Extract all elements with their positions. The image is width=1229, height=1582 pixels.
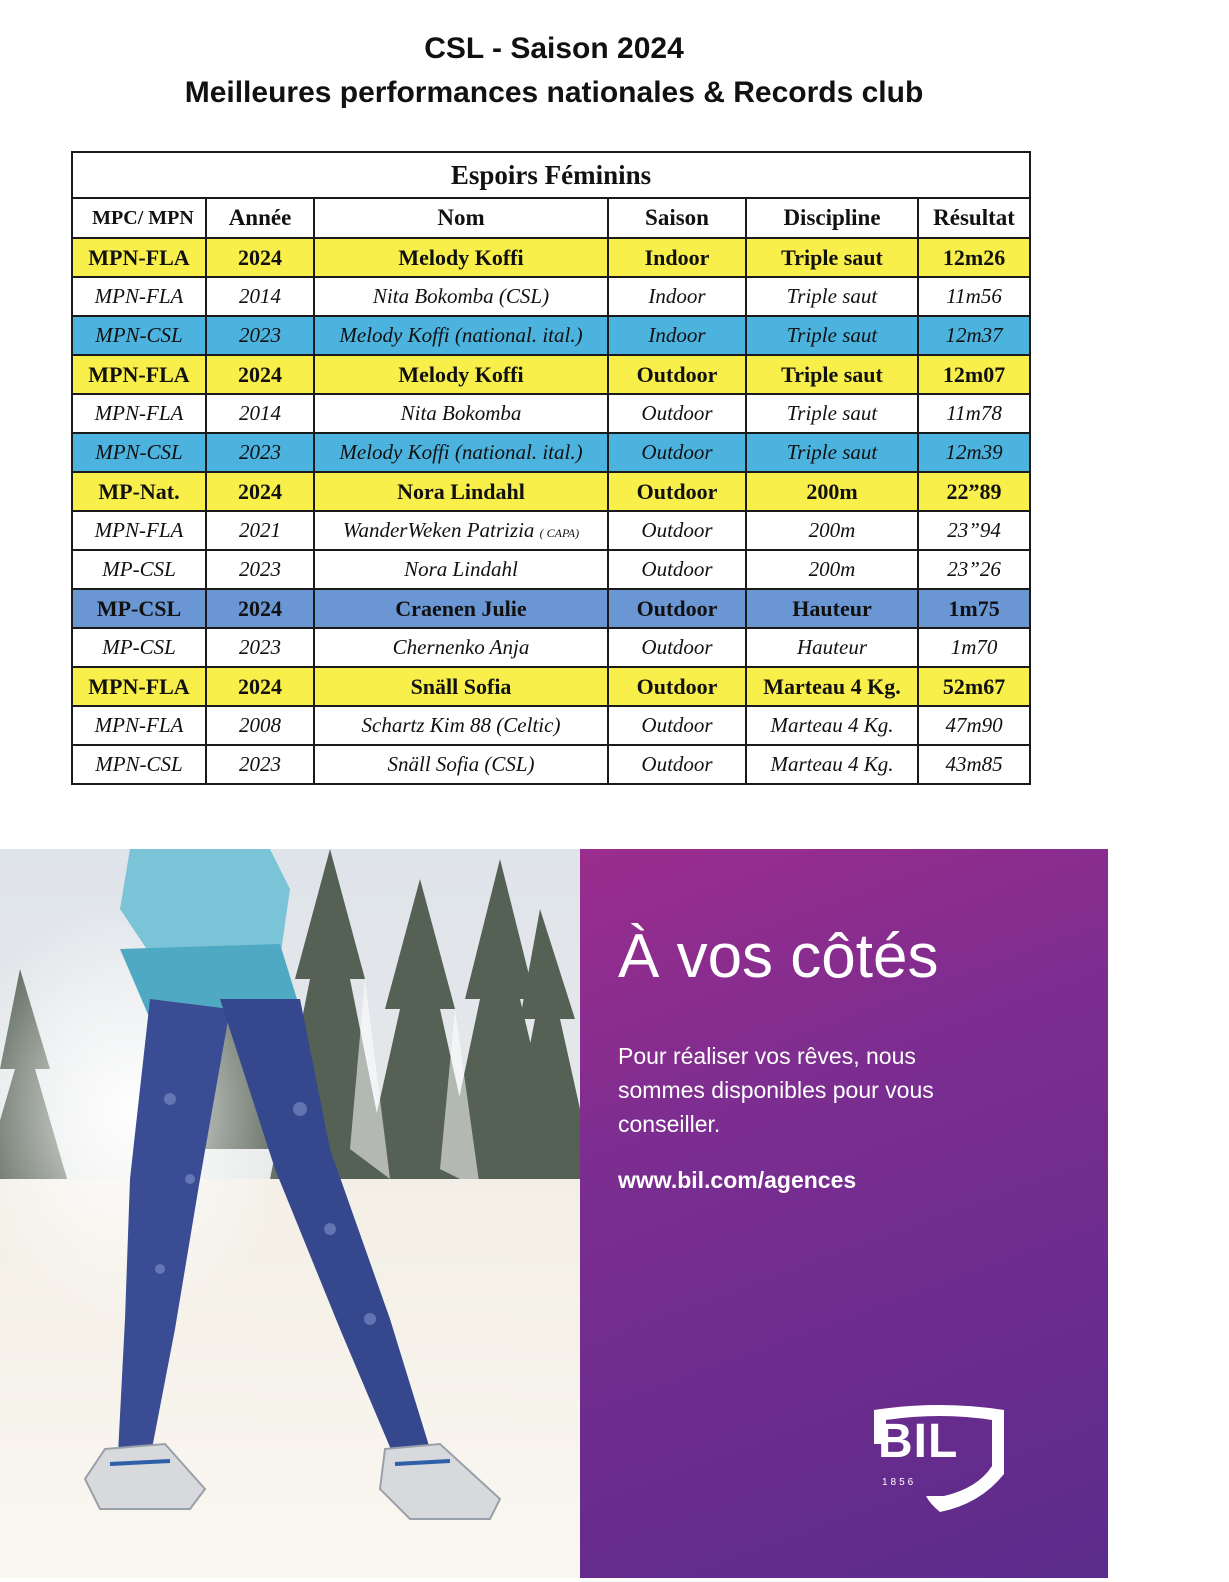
table-cell: 2023 bbox=[206, 433, 314, 472]
table-cell: Triple saut bbox=[746, 433, 918, 472]
table-row bbox=[72, 433, 1030, 472]
table-cell: 23”26 bbox=[918, 550, 1030, 589]
table-cell: Triple saut bbox=[746, 316, 918, 355]
column-header: Nom bbox=[314, 198, 608, 238]
table-row bbox=[72, 277, 1030, 316]
promo-body: Pour réaliser vos rêves, nous sommes disponibles pour vous conseiller. bbox=[618, 1043, 934, 1137]
records-table bbox=[71, 151, 1031, 785]
table-cell: 2008 bbox=[206, 706, 314, 745]
table-cell: 2014 bbox=[206, 394, 314, 433]
table-cell: Triple saut bbox=[746, 394, 918, 433]
table-cell: 12m37 bbox=[918, 316, 1030, 355]
table-cell: Outdoor bbox=[608, 589, 746, 628]
table-cell: MPN-FLA bbox=[72, 277, 206, 316]
table-cell: 2023 bbox=[206, 745, 314, 784]
advertisement bbox=[0, 849, 1229, 1578]
table-cell: 1m75 bbox=[918, 589, 1030, 628]
table-cell: 12m07 bbox=[918, 355, 1030, 394]
athlete-name: WanderWeken Patrizia bbox=[342, 518, 535, 542]
table-cell: Triple saut bbox=[746, 355, 918, 394]
table-cell: 2024 bbox=[206, 667, 314, 706]
column-header: Année bbox=[206, 198, 314, 238]
table-cell: Schartz Kim 88 (Celtic) bbox=[314, 706, 608, 745]
table-cell: Chernenko Anja bbox=[314, 628, 608, 667]
table-cell: 2023 bbox=[206, 316, 314, 355]
table-cell: 2024 bbox=[206, 472, 314, 511]
table-cell: Outdoor bbox=[608, 745, 746, 784]
table-row bbox=[72, 745, 1030, 784]
table-cell: 12m39 bbox=[918, 433, 1030, 472]
table-cell: MPN-FLA bbox=[72, 355, 206, 394]
table-cell: Nora Lindahl bbox=[314, 472, 608, 511]
table-cell: Marteau 4 Kg. bbox=[746, 745, 918, 784]
table-row bbox=[72, 394, 1030, 433]
table-row bbox=[72, 316, 1030, 355]
table-cell: Outdoor bbox=[608, 511, 746, 550]
club-note: ( CAPA) bbox=[539, 526, 580, 540]
table-cell: 2023 bbox=[206, 628, 314, 667]
table-row bbox=[72, 667, 1030, 706]
table-caption: Espoirs Féminins bbox=[72, 152, 1030, 198]
table-cell: Outdoor bbox=[608, 355, 746, 394]
table-cell: Nita Bokomba bbox=[314, 394, 608, 433]
logo-text: BIL bbox=[878, 1415, 959, 1468]
table-cell: 2024 bbox=[206, 238, 314, 277]
table-cell: MPN-FLA bbox=[72, 706, 206, 745]
table-cell: MP-CSL bbox=[72, 628, 206, 667]
table-row bbox=[72, 238, 1030, 277]
table-cell: 2014 bbox=[206, 277, 314, 316]
table-row bbox=[72, 511, 1030, 550]
table-cell: Hauteur bbox=[746, 589, 918, 628]
table-row bbox=[72, 589, 1030, 628]
table-cell: Outdoor bbox=[608, 433, 746, 472]
table-cell: Nita Bokomba (CSL) bbox=[314, 277, 608, 316]
table-cell: Outdoor bbox=[608, 550, 746, 589]
table-cell: Outdoor bbox=[608, 706, 746, 745]
table-cell: 200m bbox=[746, 472, 918, 511]
table-cell: Nora Lindahl bbox=[314, 550, 608, 589]
table-cell: 2021 bbox=[206, 511, 314, 550]
table-cell: Outdoor bbox=[608, 628, 746, 667]
table-cell: Marteau 4 Kg. bbox=[746, 706, 918, 745]
table-cell: Outdoor bbox=[608, 667, 746, 706]
table-cell: Melody Koffi bbox=[314, 238, 608, 277]
table-cell: MPN-FLA bbox=[72, 511, 206, 550]
column-header: Résultat bbox=[918, 198, 1030, 238]
table-cell: 47m90 bbox=[918, 706, 1030, 745]
column-header: Saison bbox=[608, 198, 746, 238]
column-header: MPC/ MPN bbox=[72, 198, 206, 238]
table-cell: Triple saut bbox=[746, 277, 918, 316]
table-cell: Melody Koffi (national. ital.) bbox=[314, 433, 608, 472]
table-row bbox=[72, 472, 1030, 511]
table-row bbox=[72, 355, 1030, 394]
table-cell: Hauteur bbox=[746, 628, 918, 667]
table-cell: MPN-FLA bbox=[72, 394, 206, 433]
table-cell: Craenen Julie bbox=[314, 589, 608, 628]
table-row bbox=[72, 550, 1030, 589]
table-cell: MP-CSL bbox=[72, 550, 206, 589]
table-cell: Melody Koffi (national. ital.) bbox=[314, 316, 608, 355]
table-cell: 200m bbox=[746, 550, 918, 589]
table-cell: MPN-CSL bbox=[72, 316, 206, 355]
page-subtitle: Meilleures performances nationales & Records club bbox=[184, 76, 924, 109]
table-cell: 23”94 bbox=[918, 511, 1030, 550]
promo-headline: À vos côtés bbox=[618, 922, 939, 991]
table-cell: 11m56 bbox=[918, 277, 1030, 316]
table-cell: Marteau 4 Kg. bbox=[746, 667, 918, 706]
table-cell: 2024 bbox=[206, 589, 314, 628]
table-cell: Melody Koffi bbox=[314, 355, 608, 394]
table-cell: MP-CSL bbox=[72, 589, 206, 628]
table-cell: Triple saut bbox=[746, 238, 918, 277]
table-cell: Indoor bbox=[608, 316, 746, 355]
table-cell: 12m26 bbox=[918, 238, 1030, 277]
table-row bbox=[72, 628, 1030, 667]
table-cell: Outdoor bbox=[608, 394, 746, 433]
table-cell: MPN-CSL bbox=[72, 745, 206, 784]
table-cell: Indoor bbox=[608, 277, 746, 316]
table-cell: Snäll Sofia bbox=[314, 667, 608, 706]
table-cell: 22”89 bbox=[918, 472, 1030, 511]
table-cell: MPN-FLA bbox=[72, 238, 206, 277]
page-title: CSL - Saison 2024 bbox=[424, 32, 684, 65]
table-cell: 43m85 bbox=[918, 745, 1030, 784]
table-cell: 1m70 bbox=[918, 628, 1030, 667]
legal-notice: Banque Internationale à Luxembourg S.A., 69, route d'Esch, L-2953 Luxembourg, RCS Luxembourg B-6307, (+352) 4590-5000, bil.com bbox=[1219, 948, 1229, 1460]
table-cell: MPN-CSL bbox=[72, 433, 206, 472]
promo-panel bbox=[580, 849, 1229, 1578]
runner-photo bbox=[0, 849, 580, 1578]
table-cell: Indoor bbox=[608, 238, 746, 277]
table-cell bbox=[314, 511, 608, 550]
table-cell: 2024 bbox=[206, 355, 314, 394]
table-cell: 11m78 bbox=[918, 394, 1030, 433]
table-cell: 200m bbox=[746, 511, 918, 550]
table-cell: 52m67 bbox=[918, 667, 1030, 706]
table-cell: MPN-FLA bbox=[72, 667, 206, 706]
table-cell: Snäll Sofia (CSL) bbox=[314, 745, 608, 784]
table-cell: Outdoor bbox=[608, 472, 746, 511]
table-cell: 2023 bbox=[206, 550, 314, 589]
runner-illustration bbox=[0, 849, 580, 1578]
table-cell: MP-Nat. bbox=[72, 472, 206, 511]
table-row bbox=[72, 706, 1030, 745]
bil-logo bbox=[870, 1404, 1010, 1514]
logo-year: 1856 bbox=[882, 1477, 917, 1488]
column-header: Discipline bbox=[746, 198, 918, 238]
promo-link[interactable]: www.bil.com/agences bbox=[618, 1167, 857, 1193]
